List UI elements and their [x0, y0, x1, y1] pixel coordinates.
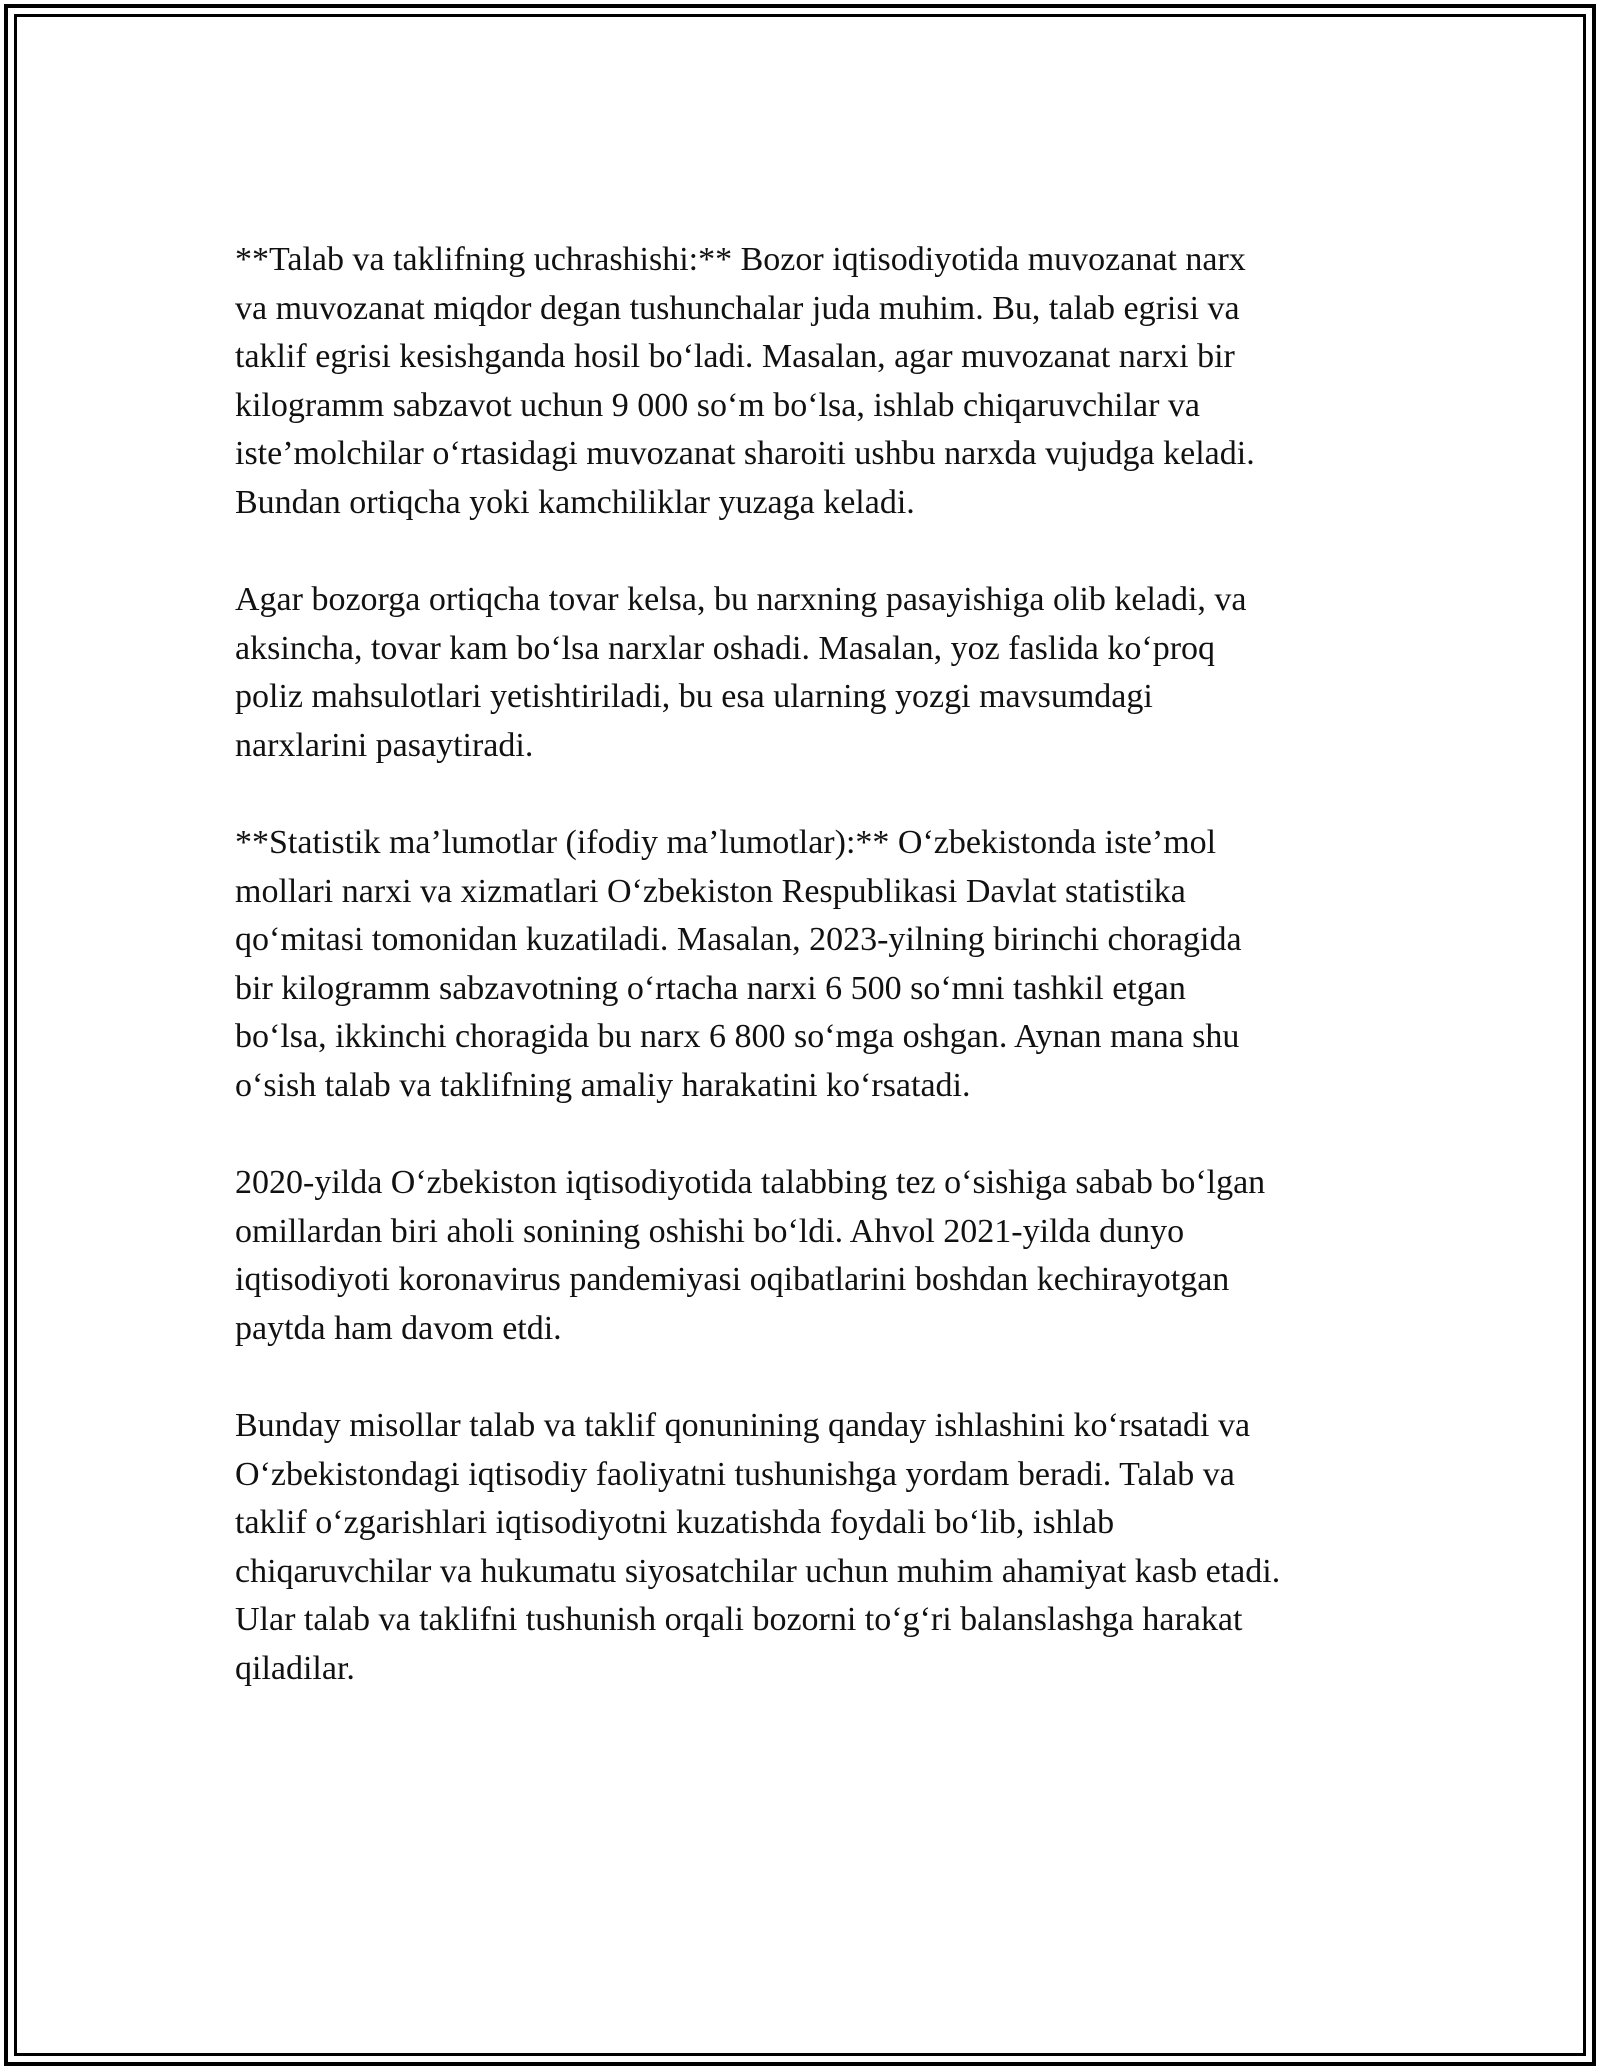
text-line: iste’molchilar o‘rtasidagi muvozanat sharoiti ushbu narxda vujudga keladi.	[235, 435, 1255, 472]
text-line: **Talab va taklifning uchrashishi:** Bozor iqtisodiyotida muvozanat narx	[235, 241, 1246, 278]
paragraph-2020-demand-growth	[235, 1159, 1385, 1353]
text-line: Ular talab va taklifni tushunish orqali bozorni to‘g‘ri balanslashga harakat	[235, 1601, 1243, 1638]
text-line: aksincha, tovar kam bo‘lsa narxlar oshadi. Masalan, yoz faslida ko‘proq	[235, 629, 1216, 667]
text-line: **Statistik ma’lumotlar (ifodiy ma’lumotlar):** O‘zbekistonda iste’mol	[235, 824, 1217, 861]
paragraph-supply-demand-meeting	[235, 236, 1385, 527]
text-line: o‘sish talab va taklifning amaliy harakatini ko‘rsatadi.	[235, 1066, 971, 1104]
document-body	[235, 236, 1385, 1742]
text-line: qo‘mitasi tomonidan kuzatiladi. Masalan, 2023-yilning birinchi choragida	[235, 921, 1242, 958]
paragraph-statistics	[235, 819, 1385, 1110]
text-line: Agar bozorga ortiqcha tovar kelsa, bu narxning pasayishiga olib keladi, va	[235, 581, 1247, 618]
text-line: poliz mahsulotlari yetishtiriladi, bu esa ularning yozgi mavsumdagi	[235, 678, 1153, 715]
text-line: chiqaruvchilar va hukumatu siyosatchilar uchun muhim ahamiyat kasb etadi.	[235, 1552, 1281, 1590]
text-line: bir kilogramm sabzavotning o‘rtacha narxi 6 500 so‘mni tashkil etgan	[235, 969, 1186, 1007]
text-line: taklif o‘zgarishlari iqtisodiyotni kuzatishda foydali bo‘lib, ishlab	[235, 1504, 1115, 1541]
text-line: paytda ham davom etdi.	[235, 1309, 562, 1347]
text-line: O‘zbekistondagi iqtisodiy faoliyatni tushunishga yordam beradi. Talab va	[235, 1455, 1235, 1493]
paragraph-surplus-shortage	[235, 576, 1385, 770]
text-line: qiladilar.	[235, 1649, 355, 1687]
text-line: Bundan ortiqcha yoki kamchiliklar yuzaga keladi.	[235, 483, 915, 521]
text-line: va muvozanat miqdor degan tushunchalar juda muhim. Bu, talab egrisi va	[235, 289, 1240, 327]
text-line: bo‘lsa, ikkinchi choragida bu narx 6 800 so‘mga oshgan. Aynan mana shu	[235, 1018, 1240, 1055]
text-line: narxlarini pasaytiradi.	[235, 726, 534, 764]
paragraph-conclusion	[235, 1402, 1385, 1693]
text-line: 2020-yilda O‘zbekiston iqtisodiyotida talabbing tez o‘sishiga sabab bo‘lgan	[235, 1164, 1266, 1201]
text-line: iqtisodiyoti koronavirus pandemiyasi oqibatlarini boshdan kechirayotgan	[235, 1261, 1230, 1298]
text-line: mollari narxi va xizmatlari O‘zbekiston Respublikasi Davlat statistika	[235, 872, 1186, 910]
text-line: kilogramm sabzavot uchun 9 000 so‘m bo‘lsa, ishlab chiqaruvchilar va	[235, 386, 1200, 424]
text-line: Bunday misollar talab va taklif qonunining qanday ishlashini ko‘rsatadi va	[235, 1407, 1251, 1444]
text-line: taklif egrisi kesishganda hosil bo‘ladi. Masalan, agar muvozanat narxi bir	[235, 338, 1235, 375]
text-line: omillardan biri aholi sonining oshishi bo‘ldi. Ahvol 2021-yilda dunyo	[235, 1212, 1185, 1250]
